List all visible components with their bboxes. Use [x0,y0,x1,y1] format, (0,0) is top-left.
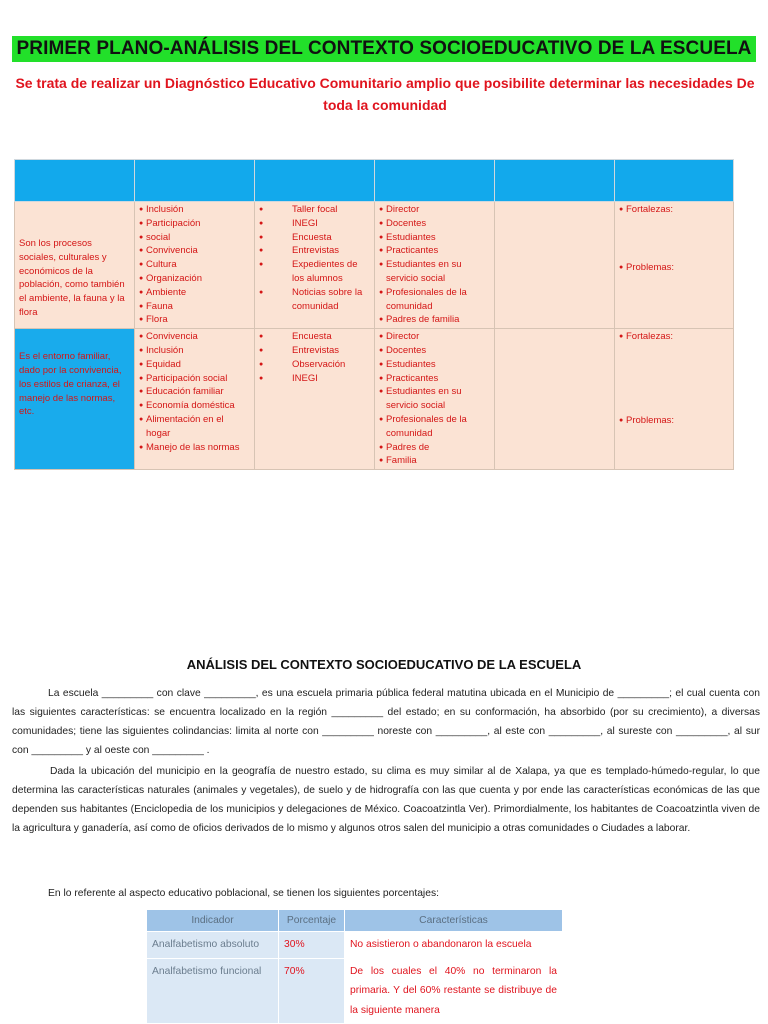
indicador-cell: Analfabetismo funcional [147,958,279,1024]
fecha-cell-1 [495,202,615,329]
fortalezas-label: ● Fortalezas: [619,203,729,217]
fortalezas-label: ● Fortalezas: [619,330,729,344]
list-item: ● Practicantes [379,372,490,386]
list-item: ● Educación familiar [139,385,250,399]
header-porcentaje: Porcentaje [279,910,345,932]
list-item: ● Participación social [139,372,250,386]
paragraph-1: La escuela _________ con clave _________, es una escuela primaria pública federal matutina ubicada en el Municipio de _________; el cual cuenta con las siguientes características: se encuentra localizado en la región _________ del estado; en su conformación, ha absorbido (por su crecimiento), a diversas comunidades; tiene las siguientes colindancias: limita al norte con _________ noreste con _________, al este con _________, al sureste con _________, al sur con _________ y al oeste con _________ . [12,688,760,756]
porcentaje-cell: 30% [279,932,345,959]
list-item: ● Economía doméstica [139,399,250,413]
list-item: ● Practicantes [379,244,490,258]
list-item: ● Encuesta [259,330,370,344]
dimension-title-1 [19,203,130,231]
percentages-table [146,909,563,1024]
sintesis-cell-1 [615,202,734,329]
list-item: ● Convivencia [139,330,250,344]
percentages-header-row [147,910,563,932]
instrumentos-cell-2 [255,329,375,470]
list-item: ● Convivencia [139,244,250,258]
list-item: ● Participación [139,217,250,231]
list-item: ● Director [379,330,490,344]
header-indicador: Indicador [147,910,279,932]
problemas-label: ● Problemas: [619,261,729,275]
list-item: ● Encuesta [259,231,370,245]
list-item: ● INEGI [259,217,370,231]
list-item: ● Cultura [139,258,250,272]
list-item: ● social [139,231,250,245]
header-dimension [15,160,135,202]
list-item: ● Taller focal [259,203,370,217]
list-item: ● Alimentación en el hogar [139,413,250,441]
fecha-cell-2 [495,329,615,470]
list-item: ● Entrevistas [259,344,370,358]
list-item: ● Familia [379,454,490,468]
list-item: ● Ambiente [139,286,250,300]
list-item: ● Manejo de las normas [139,441,250,455]
caracteristicas-cell: De los cuales el 40% no terminaron la primaria. Y del 60% restante se distribuye de la siguiente manera [345,958,563,1024]
dimension-cell-1 [15,202,135,329]
dimension-title-2 [19,330,130,344]
list-item: ● Estudiantes en su servicio social [379,385,490,413]
list-item: ● Docentes [379,217,490,231]
list-item: ● Observación [259,358,370,372]
list-item: ● Expedientes de los alumnos [259,258,370,286]
list-item: ● Estudiantes [379,358,490,372]
sintesis-cell-2 [615,329,734,470]
instrumentos-list-1 [259,203,370,313]
aspectos-cell-2 [135,329,255,470]
section-title: ANÁLISIS DEL CONTEXTO SOCIOEDUCATIVO DE LA ESCUELA [186,657,582,672]
paragraph-3: En lo referente al aspecto educativo poblacional, se tienen los siguientes porcentajes: [48,888,439,899]
header-responsables [375,160,495,202]
dimension-cell-2 [15,329,135,470]
list-item: ● Estudiantes en su servicio social [379,258,490,286]
dimension-description-1: Son los procesos sociales, culturales y económicos de la población, como también el ambiente, la fauna y la flora [19,238,125,318]
list-item: ● Inclusión [139,203,250,217]
diagnostic-row-2 [15,329,734,470]
page-subtitle: Se trata de realizar un Diagnóstico Educativo Comunitario amplio que posibilite determinar las necesidades De toda la comunidad [15,75,755,113]
problemas-label: ● Problemas: [619,414,729,428]
table-row [147,932,563,959]
header-instrumentos [255,160,375,202]
diagnostic-header-row [15,160,734,202]
responsables-list-1 [379,203,490,327]
diagnostic-table [14,159,734,470]
caracteristicas-cell: No asistieron o abandonaron la escuela [345,932,563,959]
list-item: ● Profesionales de la comunidad [379,286,490,314]
aspectos-list-1 [139,203,250,327]
table-row [147,958,563,1024]
header-caracteristicas: Características [345,910,563,932]
list-item: ● Fauna [139,300,250,314]
paragraph-2: Dada la ubicación del municipio en la geografía de nuestro estado, su clima es muy similar al de Xalapa, ya que es templado-húmedo-regular, lo que determina las características naturales (animales y vegetales), de suelo y de hidrografía con las que cuenta y por ende las características económicas de las que dependen sus habitantes (Enciclopedia de los municipios y delegaciones de México. Coacoatzintla Ver). Primordialmente, los habitantes de Coacoatzintla viven de la agricultura y ganadería, así como de oficios derivados de lo mismo y algunos otros salen del municipio a otras comunidades o Ciudades a laborar. [12,766,760,834]
sintesis-list-1 [619,203,729,217]
list-item: ● Profesionales de la comunidad [379,413,490,441]
aspectos-cell-1 [135,202,255,329]
sintesis-list-2 [619,330,729,344]
page-title-wrap [0,36,768,62]
list-item: ● Docentes [379,344,490,358]
responsables-list-2 [379,330,490,468]
responsables-cell-1 [375,202,495,329]
instrumentos-cell-1 [255,202,375,329]
list-item: ● Equidad [139,358,250,372]
porcentaje-cell: 70% [279,958,345,1024]
list-item: ● Inclusión [139,344,250,358]
list-item: ● Padres de familia [379,313,490,327]
list-item: ● Organización [139,272,250,286]
list-item: ● Estudiantes [379,231,490,245]
dimension-description-2: Es el entorno familiar, dado por la convivencia, los estilos de crianza, el manejo de las normas, etc. [19,351,122,418]
list-item: ● Entrevistas [259,244,370,258]
responsables-cell-2 [375,329,495,470]
header-aspectos [135,160,255,202]
header-fecha [495,160,615,202]
list-item: ● Padres de [379,441,490,455]
header-sintesis [615,160,734,202]
aspectos-list-2 [139,330,250,454]
page-title: PRIMER PLANO-ANÁLISIS DEL CONTEXTO SOCIOEDUCATIVO DE LA ESCUELA [12,36,755,62]
list-item: ● Flora [139,313,250,327]
instrumentos-list-2 [259,330,370,385]
list-item: ● Director [379,203,490,217]
indicador-cell: Analfabetismo absoluto [147,932,279,959]
diagnostic-row-1 [15,202,734,329]
list-item: ● INEGI [259,372,370,386]
list-item: ● Noticias sobre la comunidad [259,286,370,314]
